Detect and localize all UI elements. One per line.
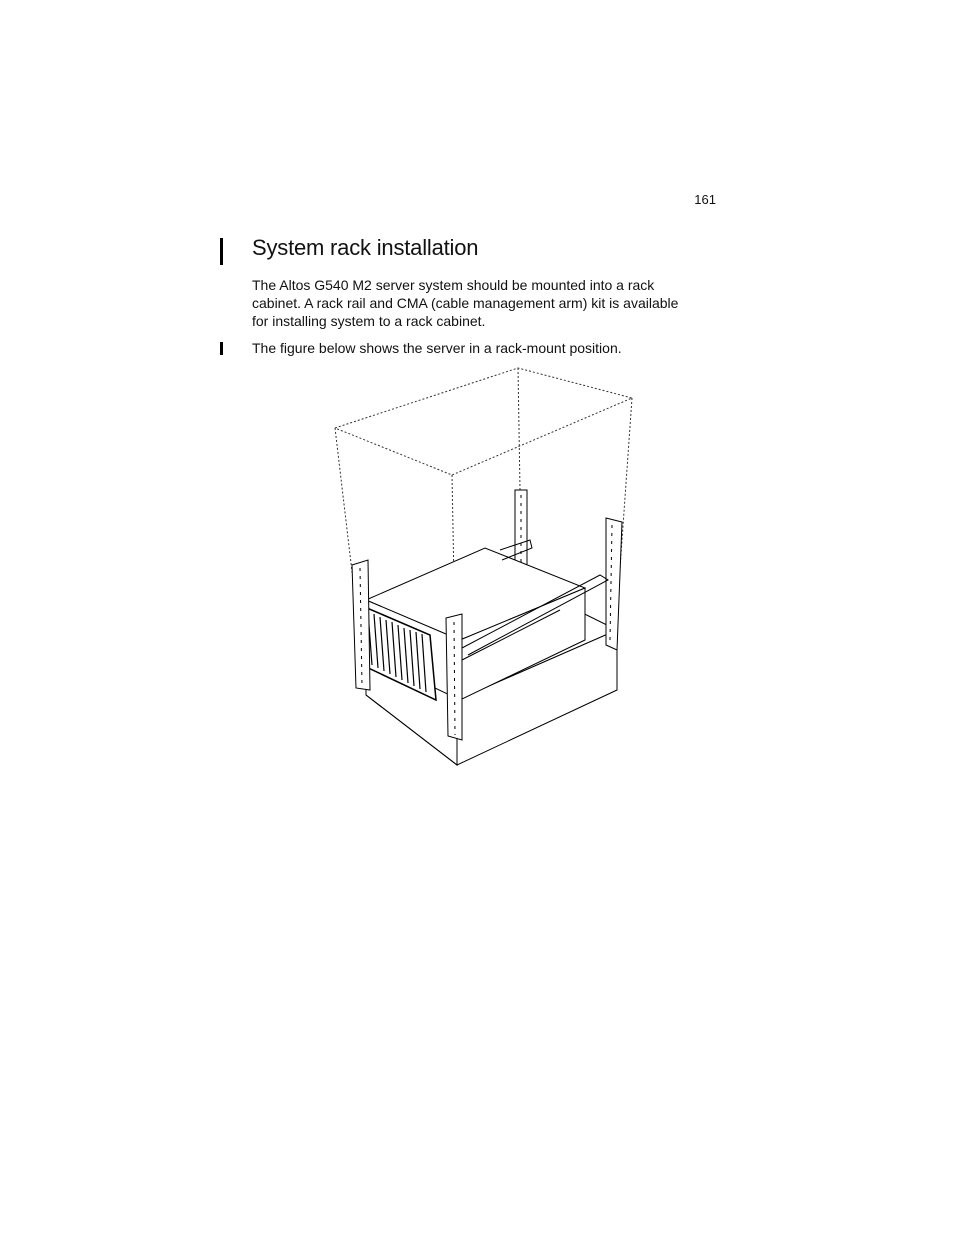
rear-post-right	[606, 518, 622, 650]
front-post-left	[352, 560, 370, 690]
change-bar	[220, 238, 223, 265]
front-post-right	[446, 614, 462, 740]
server-rack-icon	[320, 360, 640, 770]
change-bar	[220, 342, 223, 355]
intro-line: for installing system to a rack cabinet.	[252, 313, 486, 329]
page-number: 161	[694, 192, 716, 207]
figure-caption: The figure below shows the server in a rack-mount position.	[252, 340, 622, 356]
server-rack-figure	[320, 360, 640, 775]
section-title: System rack installation	[252, 235, 479, 260]
intro-line: The Altos G540 M2 server system should be mounted into a rack	[252, 277, 655, 293]
intro-line: cabinet. A rack rail and CMA (cable management arm) kit is available	[252, 295, 679, 311]
intro-paragraph	[252, 276, 722, 330]
